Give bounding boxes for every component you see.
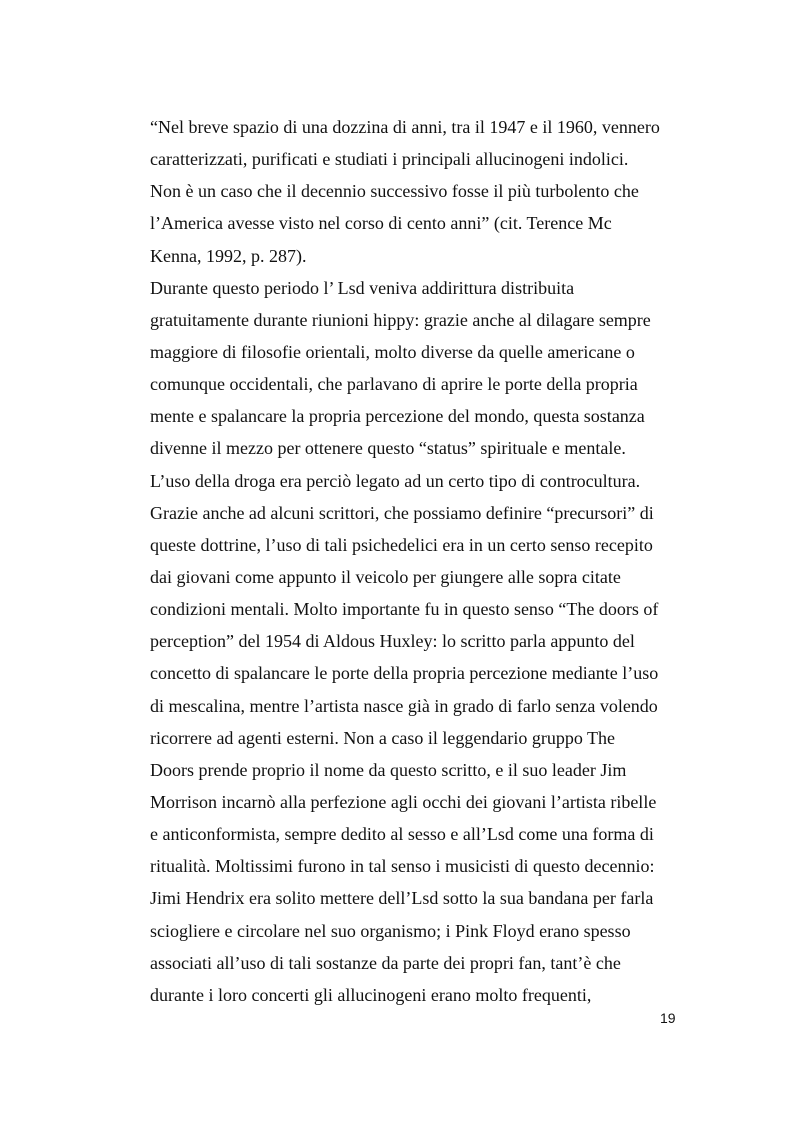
text-line: Grazie anche ad alcuni scrittori, che possiamo definire “precursori” di — [150, 502, 654, 523]
text-line: L’uso della droga era perciò legato ad un certo tipo di controcultura. — [150, 470, 641, 491]
text-line: divenne il mezzo per ottenere questo “status” spirituale e mentale. — [150, 438, 626, 459]
text-line: perception” del 1954 di Aldous Huxley: lo scritto parla appunto del — [150, 631, 635, 652]
text-line: queste dottrine, l’uso di tali psichedelici era in un certo senso recepito — [150, 534, 653, 555]
text-line: Doors prende proprio il nome da questo scritto, e il suo leader Jim — [150, 759, 627, 780]
text-line: Jimi Hendrix era solito mettere dell’Lsd sotto la sua bandana per farla — [150, 888, 654, 909]
text-line: maggiore di filosofie orientali, molto diverse da quelle americane o — [150, 341, 635, 362]
text-line: “Nel breve spazio di una dozzina di anni, tra il 1947 e il 1960, vennero — [150, 117, 660, 137]
body-text — [150, 111, 690, 1011]
text-line: Morrison incarnò alla perfezione agli occhi dei giovani l’artista ribelle — [150, 791, 657, 812]
text-line: e anticonformista, sempre dedito al sesso e all’Lsd come una forma di — [150, 824, 654, 845]
text-line: Kenna, 1992, p. 287). — [150, 245, 307, 266]
page-number: 19 — [660, 1010, 676, 1026]
text-line: mente e spalancare la propria percezione del mondo, questa sostanza — [150, 406, 645, 427]
text-line: gratuitamente durante riunioni hippy: grazie anche al dilagare sempre — [150, 309, 651, 330]
text-line: comunque occidentali, che parlavano di aprire le porte della propria — [150, 374, 638, 395]
text-line: di mescalina, mentre l’artista nasce già in grado di farlo senza volendo — [150, 695, 658, 716]
text-line: ritualità. Moltissimi furono in tal senso i musicisti di questo decennio: — [150, 856, 655, 877]
text-line: l’America avesse visto nel corso di cento anni” (cit. Terence Mc — [150, 213, 612, 234]
text-line: associati all’uso di tali sostanze da parte dei propri fan, tant’è che — [150, 952, 621, 973]
text-line: Non è un caso che il decennio successivo fosse il più turbolento che — [150, 181, 639, 202]
text-line: sciogliere e circolare nel suo organismo; i Pink Floyd erano spesso — [150, 920, 631, 941]
text-line: condizioni mentali. Molto importante fu in questo senso “The doors of — [150, 599, 659, 620]
text-line: durante i loro concerti gli allucinogeni erano molto frequenti, — [150, 984, 592, 1005]
text-line: ricorrere ad agenti esterni. Non a caso il leggendario gruppo The — [150, 727, 615, 748]
text-line: Durante questo periodo l’ Lsd veniva addirittura distribuita — [150, 277, 575, 298]
text-line: dai giovani come appunto il veicolo per giungere alle sopra citate — [150, 566, 621, 587]
text-line: caratterizzati, purificati e studiati i principali allucinogeni indolici. — [150, 149, 629, 170]
text-line: concetto di spalancare le porte della propria percezione mediante l’uso — [150, 663, 659, 684]
